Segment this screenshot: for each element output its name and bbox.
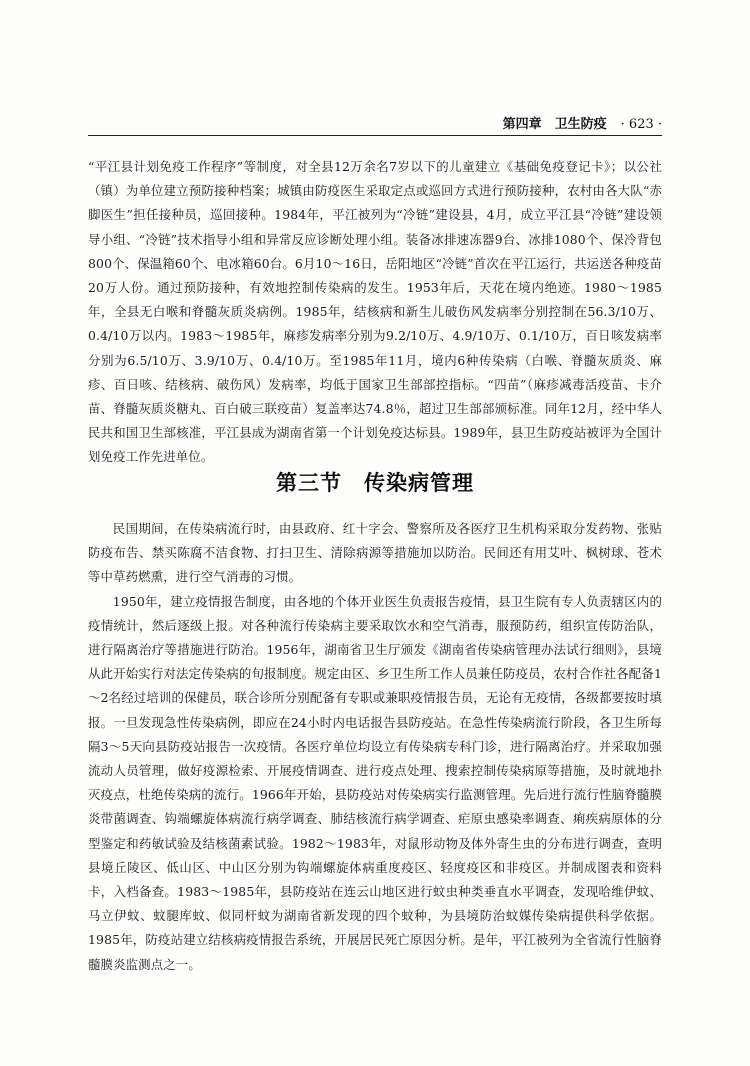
running-header — [88, 110, 662, 136]
section-paragraph: 1950年，建立疫情报告制度，由各地的个体开业医生负责报告疫情，县卫生院有专人负责辖区内的疫情统计，然后逐级上报。对各种流行传染病主要采取饮水和空气消毒，服预防药，组织宣传防治队，进行隔离治疗等措施进行防治。1956年，湖南省卫生厅颁发《湖南省传染病管理办法试行细则》，县境从此开始实行对法定传染病的旬报制度。规定由区、乡卫生所工作人员兼任防疫员，农村合作社各配备1～2名经过培训的保健员，联合诊所分别配备有专职或兼职疫情报告员，无论有无疫情，各级都要按时填报。一旦发现急性传染病例，即应在24小时内电话报告县防疫站。在急性传染病流行阶段，各卫生所每隔3～5天向县防疫站报告一次疫情。各医疗单位均设立有传染病专科门诊，进行隔离治疗。并采取加强流动人员管理，做好疫源检索、开展疫情调查、进行疫点处理、搜索控制传染病原等措施，及时就地扑灭疫点，杜绝传染病的流行。1966年开始，县防疫站对传染病实行监测管理。先后进行流行性脑脊髓膜炎带菌调查、钩端螺旋体病流行病学调查、肺结核流行病学调查、疟原虫感染率调查、痢疾病原体的分型鉴定和药敏试验及结核菌素试验。1982～1983年，对鼠形动物及体外寄生虫的分布进行调查，查明县境丘陵区、低山区、中山区分别为钩端螺旋体病重度疫区、轻度疫区和非疫区。并制成图表和资料卡，入档备查。1983～1985年，县防疫站在连云山地区进行蚊虫种类垂直水平调查，发现哈维伊蚊、马立伊蚊、蚊腿库蚊、似同杆蚊为湖南省新发现的四个蚊种，为县境防治蚊媒传染病提供科学依据。1985年，防疫站建立结核病疫情报告系统，开展居民死亡原因分析。是年，平江被列为全省流行性脑脊髓膜炎监测点之一。 — [88, 593, 662, 972]
continued-paragraph: “平江县计划免疫工作程序”等制度，对全县12万余名7岁以下的儿童建立《基础免疫登记卡》；以公社（镇）为单位建立预防接种档案；城镇由防疫医生采取定点或巡回方式进行预防接种，农村由各大队“赤脚医生”担任接种员，巡回接种。1984年，平江被列为“冷链”建设县，4月，成立平江县“冷链”建设领导小组、“冷链”技术指导小组和异常反应诊断处理小组。装备冰排速冻器9台、冰排1080个、保冷背包800个、保温箱60个、电冰箱60台。6月10～16日，岳阳地区“冷链”首次在平江运行，共运送各种疫苗20万人份。通过预防接种，有效地控制传染病的发生。1953年后，天花在境内绝迹。1980～1985年，全县无白喉和脊髓灰质炎病例。1985年，结核病和新生儿破伤风发病率分别控制在56.3/10万、0.4/10万以内。1983～1985年，麻疹发病率分别为9.2/10万、4.9/10万、0.1/10万，百日咳发病率分别为6.5/10万、3.9/10万、0.4/10万。至1985年11月，境内6种传染病（白喉、脊髓灰质炎、麻疹、百日咳、结核病、破伤风）发病率，均低于国家卫生部部控指标。“四苗”（麻疹减毒活疫苗、卡介苗、脊髓灰质炎糖丸、百白破三联疫苗）复盖率达74.8％，超过卫生部部颁标准。同年12月，经中华人民共和国卫生部核准，平江县成为湖南省第一个计划免疫达标县。1989年，县卫生防疫站被评为全国计划免疫工作先进单位。 — [88, 159, 662, 465]
page-number: · 623 · — [620, 117, 662, 132]
section-paragraph: 民国期间，在传染病流行时，由县政府、红十字会、警察所及各医疗卫生机构采取分发药物、张贴防疫布告、禁买陈腐不洁食物、打扫卫生、清除病源等措施加以防治。民间还有用艾叶、枫树球、苍术等中草药燃熏，进行空气消毒的习惯。 — [88, 521, 662, 585]
continued-text-block — [88, 155, 662, 470]
section-title: 第三节 传染病管理 — [276, 471, 474, 495]
section-body — [88, 517, 662, 977]
chapter-title: 第四章 卫生防疫 — [502, 117, 607, 132]
